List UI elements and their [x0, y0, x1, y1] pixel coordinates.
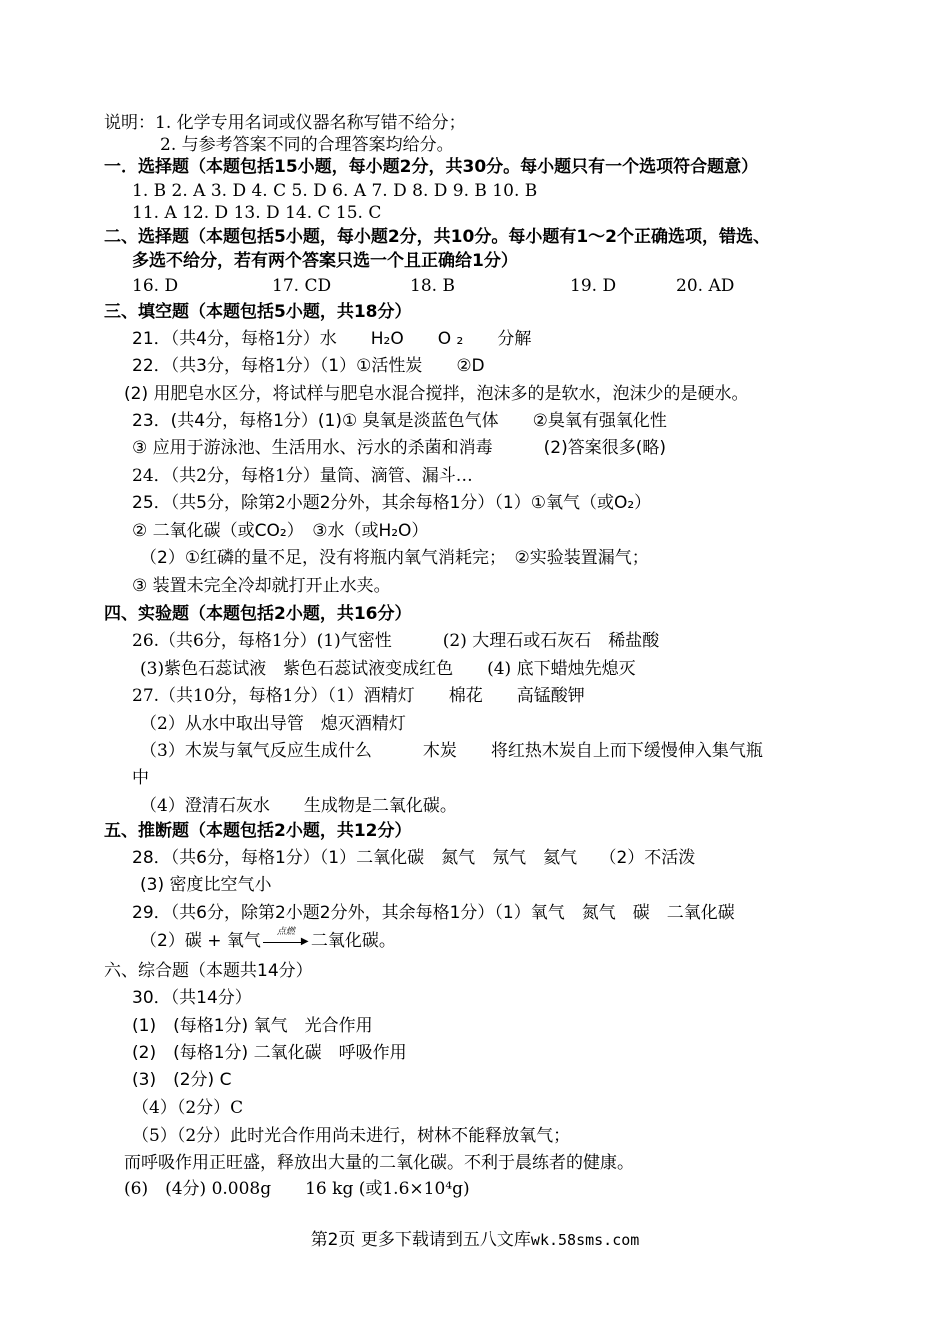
- section-1-answers-row-1: 1. B 2. A 3. D 4. C 5. D 6. A 7. D 8. D 9. B 10. B: [132, 181, 538, 201]
- q29-reactants: （2）碳 + 氧气: [140, 931, 261, 951]
- q22-answer-a: 22．（共3分，每格1分）（1）①活性炭 ②D: [132, 356, 485, 376]
- section-2-heading-line-1: 二、选择题（本题包括5小题，每小题2分，共10分。每小题有1～2个正确选项，错选、: [104, 227, 770, 247]
- q30-header: 30．（共14分）: [132, 988, 252, 1008]
- q29-product: 二氧化碳。: [310, 931, 396, 951]
- section-5-heading: 五、推断题（本题包括2小题，共12分）: [104, 821, 412, 841]
- answer-17: 17. CD: [272, 276, 332, 296]
- q30-part-4: （4）（2分）C: [132, 1098, 244, 1118]
- q30-part-2: (2) (每格1分) 二氧化碳 呼吸作用: [132, 1043, 407, 1063]
- q28-answer-a: 28．（共6分，每格1分）（1）二氧化碳 氮气 氖气 氦气 （2）不活泼: [132, 848, 696, 868]
- q27-answer-a: 27.（共10分，每格1分）（1）酒精灯 棉花 高锰酸钾: [132, 686, 585, 706]
- q29-answer-b: [140, 927, 396, 952]
- page-footer: [0, 1228, 950, 1252]
- q21-answer: 21．（共4分，每格1分）水 H₂O O ₂ 分解: [132, 329, 532, 349]
- q30-part-5-continued: 而呼吸作用正旺盛，释放出大量的二氧化碳。不利于晨练者的健康。: [124, 1153, 634, 1173]
- q28-answer-b: (3) 密度比空气小: [140, 875, 272, 895]
- answer-16: 16. D: [132, 276, 179, 296]
- q22-answer-b: (2) 用肥皂水区分，将试样与肥皂水混合搅拌，泡沫多的是软水，泡沫少的是硬水。: [124, 384, 749, 404]
- q30-part-5: （5）（2分）此时光合作用尚未进行，树林不能释放氧气；: [132, 1126, 571, 1146]
- q26-answer-a: 26.（共6分，每格1分）(1)气密性 (2) 大理石或石灰石 稀盐酸: [132, 631, 660, 651]
- q26-answer-b: (3)紫色石蕊试液 紫色石蕊试液变成红色 (4) 底下蜡烛先熄灭: [140, 659, 636, 679]
- footer-site-link[interactable]: wk.58sms.com: [530, 1231, 640, 1249]
- section-1-heading: 一．选择题（本题包括15小题，每小题2分，共30分。每小题只有一个选项符合题意）: [104, 157, 759, 177]
- section-1-answers-row-2: 11. A 12. D 13. D 14. C 15. C: [132, 203, 382, 223]
- answer-19: 19. D: [570, 276, 617, 296]
- answer-20: 20. AD: [676, 276, 735, 296]
- q24-answer: 24．（共2分，每格1分）量筒、滴管、漏斗…: [132, 466, 473, 486]
- reaction-arrow-icon: 点燃 ▶: [261, 930, 311, 952]
- section-4-heading: 四、实验题（本题包括2小题，共16分）: [104, 604, 412, 624]
- q30-part-1: (1) (每格1分) 氧气 光合作用: [132, 1016, 373, 1036]
- answer-18: 18. B: [410, 276, 455, 296]
- q23-answer-a: 23．(共4分，每格1分）(1)① 臭氧是淡蓝色气体 ②臭氧有强氧化性: [132, 411, 667, 431]
- note-2: 2. 与参考答案不同的合理答案均给分。: [160, 135, 454, 155]
- q27-answer-d: （4）澄清石灰水 生成物是二氧化碳。: [140, 796, 457, 816]
- section-2-heading-line-2: 多选不给分，若有两个答案只选一个且正确给1分）: [132, 251, 518, 271]
- footer-text: 第2页 更多下载请到五八文库: [310, 1230, 531, 1250]
- q23-answer-b: ③ 应用于游泳池、生活用水、污水的杀菌和消毒 (2)答案很多(略): [132, 438, 666, 458]
- reaction-condition: 点燃: [276, 927, 295, 937]
- q29-answer-a: 29．（共6分，除第2小题2分外，其余每格1分）（1）氧气 氮气 碳 二氧化碳: [132, 903, 735, 923]
- q25-answer-d: ③ 装置未完全冷却就打开止水夹。: [132, 576, 391, 596]
- q25-answer-c: （2）①红磷的量不足，没有将瓶内氧气消耗完； ②实验装置漏气；: [140, 548, 649, 568]
- note-1: 说明：1. 化学专用名词或仪器名称写错不给分；: [104, 113, 466, 133]
- q25-answer-b: ② 二氧化碳（或CO₂） ③水（或H₂O）: [132, 521, 429, 541]
- q27-answer-c: （3）木炭与氧气反应生成什么 木炭 将红热木炭自上而下缓慢伸入集气瓶: [140, 741, 763, 761]
- q30-part-3: (3) (2分) C: [132, 1070, 232, 1090]
- q25-answer-a: 25．（共5分，除第2小题2分外，其余每格1分）（1）①氧气（或O₂）: [132, 493, 652, 513]
- q27-answer-c-continued: 中: [132, 768, 149, 788]
- section-3-heading: 三、填空题（本题包括5小题，共18分）: [104, 302, 412, 322]
- q27-answer-b: （2）从水中取出导管 熄灭酒精灯: [140, 714, 406, 734]
- section-6-heading: 六、综合题（本题共14分）: [104, 961, 313, 981]
- q30-part-6: (6) (4分) 0.008g 16 kg (或1.6×10⁴g): [124, 1179, 470, 1199]
